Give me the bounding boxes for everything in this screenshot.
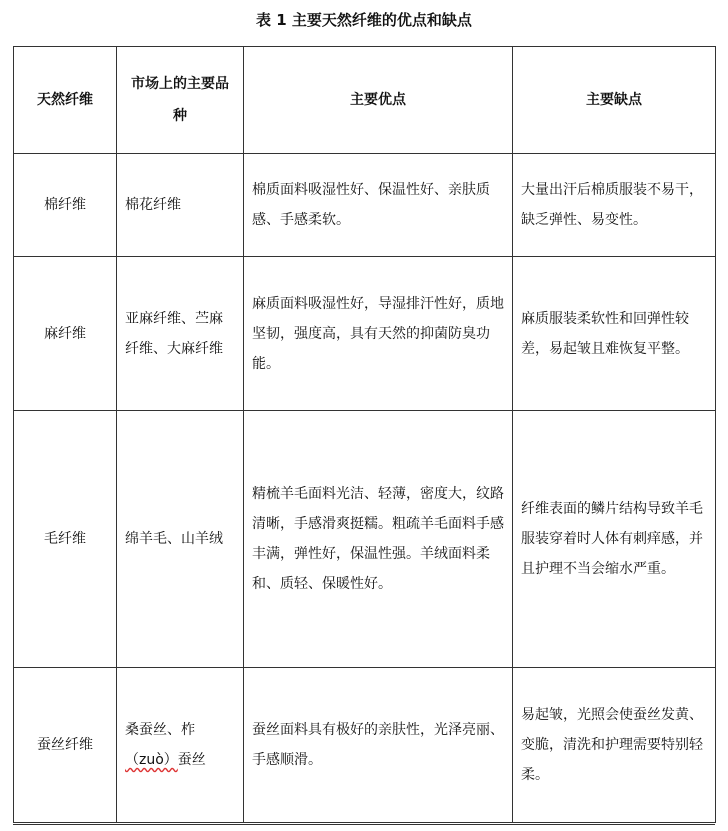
header-disadvantages: 主要缺点 [513, 47, 716, 154]
header-advantages: 主要优点 [244, 47, 513, 154]
header-fiber: 天然纤维 [14, 47, 117, 154]
varieties-cell: 绵羊毛、山羊绒 [117, 411, 244, 668]
table-row-silk [14, 668, 716, 823]
advantages-cell: 麻质面料吸湿性好，导湿排汗性好，质地坚韧，强度高，具有天然的抑菌防臭功能。 [244, 257, 513, 411]
fiber-comparison-table [13, 46, 716, 823]
disadvantages-cell: 麻质服装柔软性和回弹性较差，易起皱且难恢复平整。 [513, 257, 716, 411]
varieties-cell [117, 668, 244, 823]
advantages-cell: 精梳羊毛面料光洁、轻薄，密度大，纹路清晰，手感滑爽挺糯。粗疏羊毛面料手感丰满，弹性好，保温性强。羊绒面料柔和、质轻、保暖性好。 [244, 411, 513, 668]
header-varieties: 市场上的主要品种 [117, 47, 244, 154]
bottom-rule [13, 824, 715, 825]
table-row-wool [14, 411, 716, 668]
fiber-name: 蚕丝纤维 [14, 668, 117, 823]
varieties-prefix: 桑蚕丝、柞 [125, 722, 195, 738]
fiber-name: 毛纤维 [14, 411, 117, 668]
header-row [14, 47, 716, 154]
advantages-cell: 棉质面料吸湿性好、保温性好、亲肤质感、手感柔软。 [244, 154, 513, 257]
table-row-cotton [14, 154, 716, 257]
varieties-cell: 亚麻纤维、苎麻纤维、大麻纤维 [117, 257, 244, 411]
pinyin-annotation: （zuò） [125, 752, 178, 768]
advantages-cell: 蚕丝面料具有极好的亲肤性，光泽亮丽、手感顺滑。 [244, 668, 513, 823]
disadvantages-cell: 纤维表面的鳞片结构导致羊毛服装穿着时人体有刺痒感，并且护理不当会缩水严重。 [513, 411, 716, 668]
varieties-suffix: 蚕丝 [177, 752, 206, 768]
fiber-name: 麻纤维 [14, 257, 117, 411]
fiber-name: 棉纤维 [14, 154, 117, 257]
disadvantages-cell: 大量出汗后棉质服装不易干，缺乏弹性、易变性。 [513, 154, 716, 257]
varieties-cell: 棉花纤维 [117, 154, 244, 257]
table-row-hemp [14, 257, 716, 411]
table-title: 表 1 主要天然纤维的优点和缺点 [256, 11, 472, 29]
disadvantages-cell: 易起皱，光照会使蚕丝发黄、变脆，清洗和护理需要特别轻柔。 [513, 668, 716, 823]
